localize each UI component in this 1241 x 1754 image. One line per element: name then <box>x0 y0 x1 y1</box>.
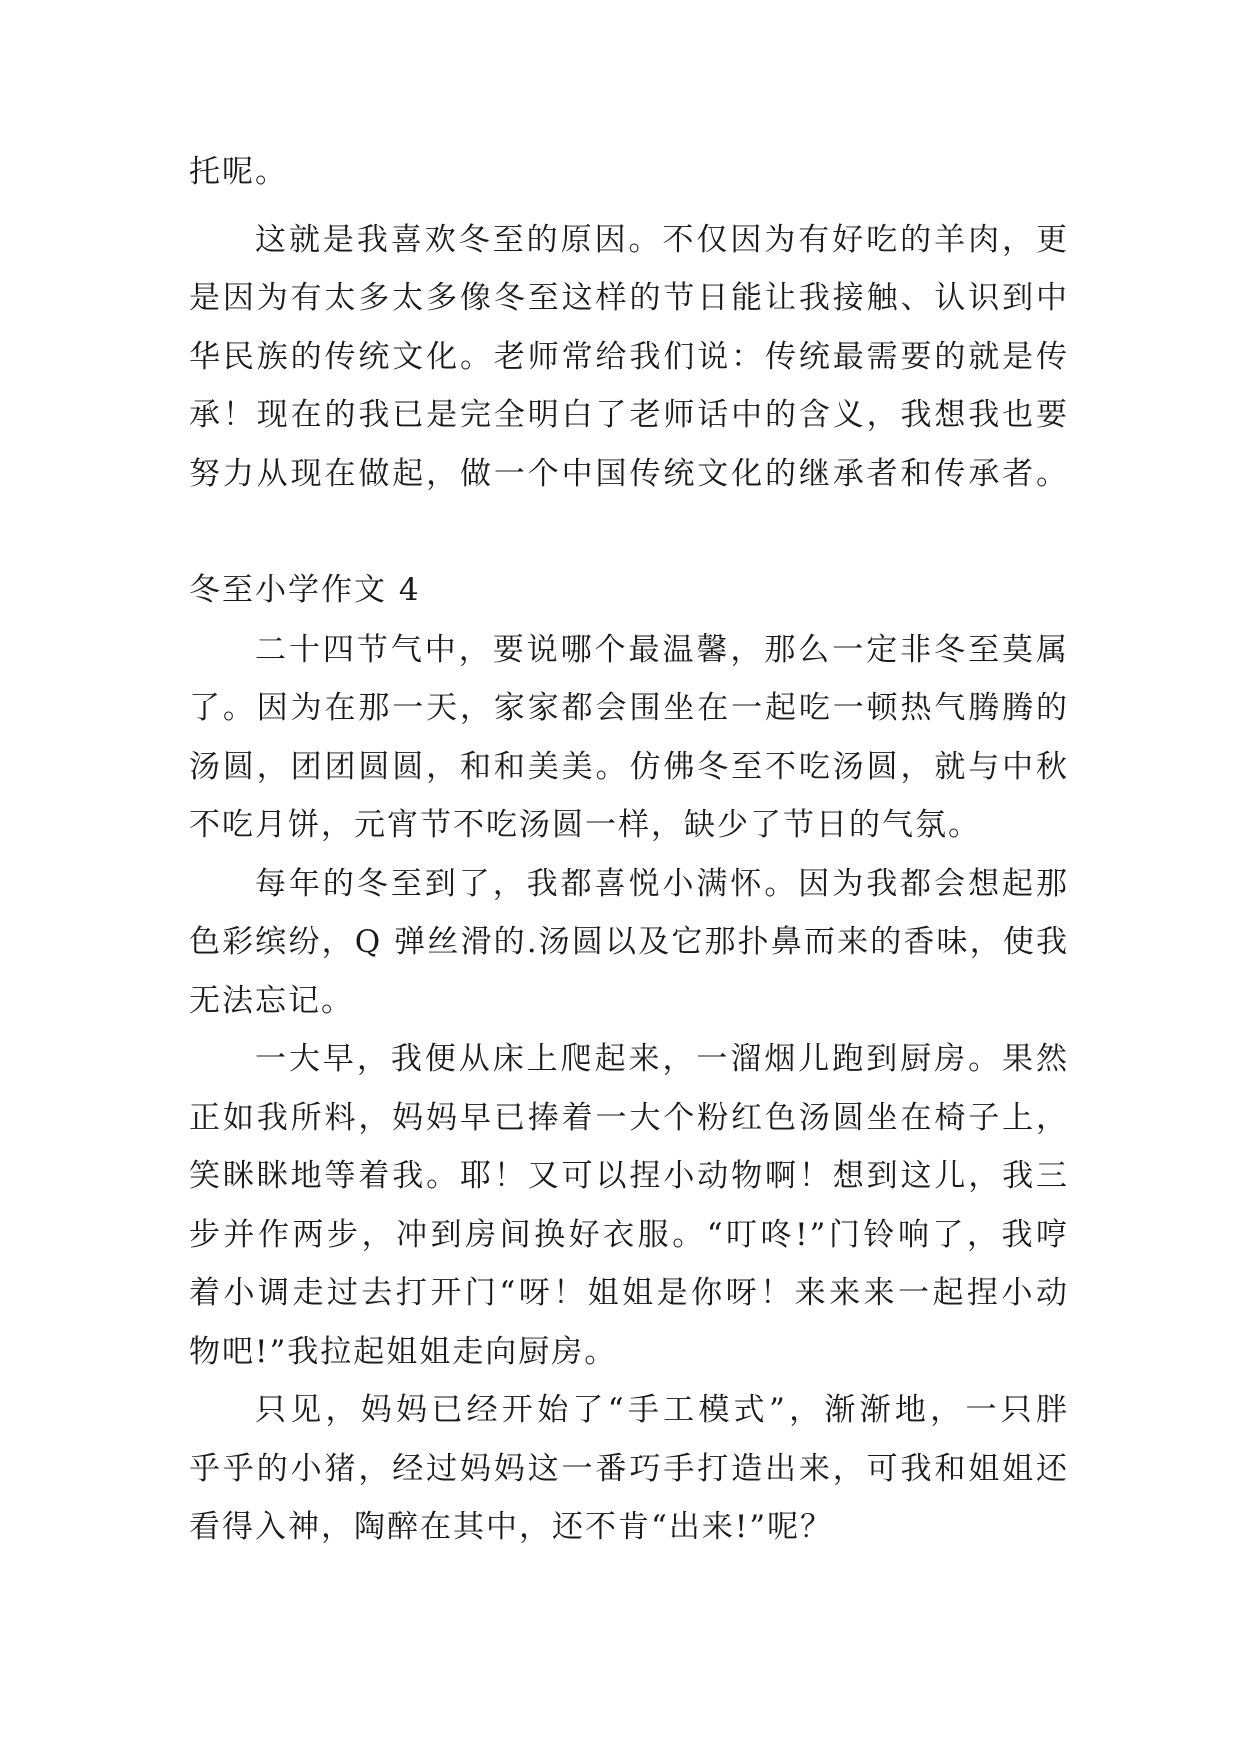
paragraph-line: 乎乎的小猪，经过妈妈这一番巧手打造出来，可我和姐姐还 <box>189 1451 1069 1487</box>
paragraph-line: 笑眯眯地等着我。耶！又可以捏小动物啊！想到这儿，我三 <box>189 1158 1069 1194</box>
paragraph-line: 这就是我喜欢冬至的原因。不仅因为有好吃的羊肉，更 <box>255 222 1069 258</box>
continuation-line: 托呢。 <box>189 154 288 190</box>
paragraph-line: 色彩缤纷，Q 弹丝滑的.汤圆以及它那扑鼻而来的香味，使我 <box>189 924 1069 960</box>
paragraph-line: 每年的冬至到了，我都喜悦小满怀。因为我都会想起那 <box>255 866 1069 902</box>
paragraph-line: 承！现在的我已是完全明白了老师话中的含义，我想我也要 <box>189 397 1069 433</box>
paragraph-line: 看得入神，陶醉在其中，还不肯“出来!”呢？ <box>189 1509 834 1545</box>
paragraph-line: 一大早，我便从床上爬起来，一溜烟儿跑到厨房。果然 <box>255 1041 1069 1077</box>
paragraph-line: 只见，妈妈已经开始了“手工模式”，渐渐地，一只胖 <box>255 1392 1069 1428</box>
paragraph-line: 努力从现在做起，做一个中国传统文化的继承者和传承者。 <box>189 456 1069 492</box>
paragraph-line: 物吧!”我拉起姐姐走向厨房。 <box>189 1334 618 1370</box>
paragraph-line: 汤圆，团团圆圆，和和美美。仿佛冬至不吃汤圆，就与中秋 <box>189 749 1069 785</box>
paragraph-line: 二十四节气中，要说哪个最温馨，那么一定非冬至莫属 <box>255 632 1069 668</box>
paragraph-line: 着小调走过去打开门“呀！姐姐是你呀！来来来一起捏小动 <box>189 1275 1069 1311</box>
paragraph-line: 华民族的传统文化。老师常给我们说：传统最需要的就是传 <box>189 339 1069 375</box>
paragraph-line: 了。因为在那一天，家家都会围坐在一起吃一顿热气腾腾的 <box>189 690 1069 726</box>
paragraph-line: 不吃月饼，元宵节不吃汤圆一样，缺少了节日的气氛。 <box>189 807 981 843</box>
section-title: 冬至小学作文 4 <box>189 572 421 608</box>
paragraph-line: 无法忘记。 <box>189 983 354 1019</box>
paragraph-line: 是因为有太多太多像冬至这样的节日能让我接触、认识到中 <box>189 280 1069 316</box>
paragraph-line: 步并作两步，冲到房间换好衣服。“叮咚!”门铃响了，我哼 <box>189 1217 1069 1253</box>
paragraph-line: 正如我所料，妈妈早已捧着一大个粉红色汤圆坐在椅子上， <box>189 1100 1069 1136</box>
